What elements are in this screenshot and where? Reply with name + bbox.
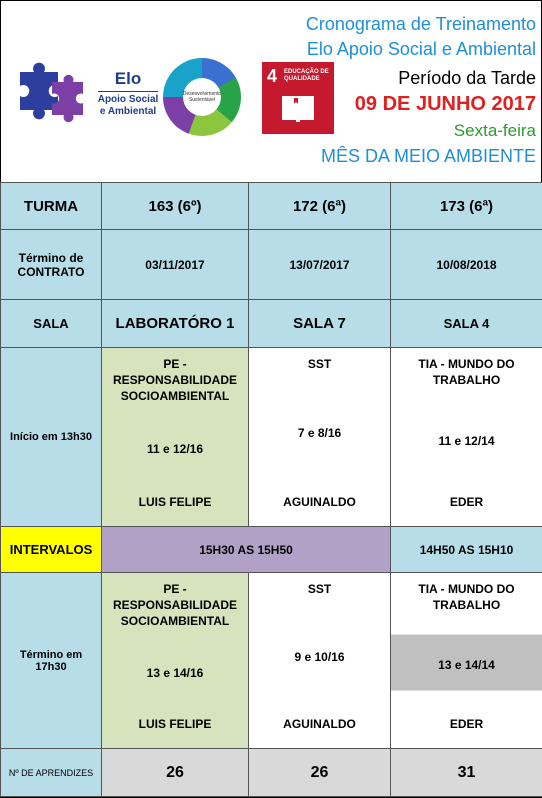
termino-label: Término em 17h30 <box>1 573 102 749</box>
turma-row <box>1 183 542 230</box>
contrato-cell: 03/11/2017 <box>102 230 249 300</box>
aprendizes-cell: 26 <box>102 749 249 797</box>
ods-education-logo <box>262 62 334 134</box>
contrato-row <box>1 230 542 300</box>
sala-row <box>1 300 542 348</box>
ods-label: EDUCAÇÃO DE QUALIDADE <box>284 69 329 82</box>
lessons: 13 e 14/16 <box>146 665 204 680</box>
lessons: 13 e 14/14 <box>438 657 495 672</box>
termino-row <box>1 573 542 749</box>
aprendizes-cell: 26 <box>249 749 391 797</box>
session-cell <box>391 348 542 527</box>
subject: TIA - MUNDO DO TRABALHO <box>418 357 515 387</box>
instructor: AGUINALDO <box>283 717 356 731</box>
sala-cell: LABORATÓRO 1 <box>102 300 249 348</box>
sala-cell: SALA 7 <box>249 300 391 348</box>
intervalo-cell: 14H50 AS 15H10 <box>391 527 542 573</box>
lessons: 9 e 10/16 <box>294 649 345 664</box>
turma-cell: 163 (6º) <box>102 183 249 230</box>
organization-name: Elo Apoio Social e Ambiental <box>306 39 536 59</box>
date-label: 09 DE JUNHO 2017 <box>354 93 536 115</box>
instructor: EDER <box>449 495 484 509</box>
contrato-label: Término de CONTRATO <box>1 230 102 300</box>
turma-cell: 172 (6ª) <box>249 183 391 230</box>
sala-cell: SALA 4 <box>391 300 542 348</box>
elo-logo-divider <box>98 91 158 92</box>
session-cell <box>102 348 249 527</box>
contrato-cell: 10/08/2018 <box>391 230 542 300</box>
aprendizes-row <box>1 749 542 797</box>
intervalos-row <box>1 527 542 573</box>
inicio-row <box>1 348 542 527</box>
sala-label: SALA <box>1 300 102 348</box>
lessons: 7 e 8/16 <box>297 426 342 440</box>
session-cell <box>391 573 542 749</box>
elo-logo-subtitle: Apoio Social e Ambiental <box>97 94 159 117</box>
header <box>0 0 542 182</box>
session-cell <box>249 573 391 749</box>
instructor: LUIS FELIPE <box>138 495 212 509</box>
inicio-label: Início em 13h30 <box>1 348 102 527</box>
weekday-label: Sexta-feira <box>453 121 536 140</box>
intervalo-cell: 15H30 AS 15H50 <box>102 527 391 573</box>
subject: SST <box>307 582 332 596</box>
subject: PE - RESPONSABILIDADE SOCIOAMBIENTAL <box>112 582 237 628</box>
aprendizes-label: Nº DE APRENDIZES <box>1 749 102 797</box>
turma-cell: 173 (6ª) <box>391 183 542 230</box>
subject: PE - RESPONSABILIDADE SOCIOAMBIENTAL <box>112 357 237 403</box>
instructor: AGUINALDO <box>283 495 356 509</box>
instructor: EDER <box>449 717 484 731</box>
month-theme-label: MÊS DA MEIO AMBIENTE <box>320 146 536 166</box>
aprendizes-cell: 31 <box>391 749 542 797</box>
puzzle-icon <box>12 60 92 130</box>
period-label: Período da Tarde <box>398 68 536 88</box>
intervalos-label: INTERVALOS <box>1 527 102 573</box>
elo-logo-text <box>94 60 162 118</box>
session-cell <box>102 573 249 749</box>
turma-label: TURMA <box>1 183 102 230</box>
ods-number: 4 <box>267 66 278 86</box>
book-icon <box>278 92 318 124</box>
lessons: 11 e 12/14 <box>438 434 495 448</box>
schedule-title: Cronograma de Treinamento <box>305 14 536 34</box>
elo-logo-title: Elo <box>114 69 142 88</box>
elo-logo <box>12 60 162 130</box>
lessons: 11 e 12/16 <box>146 442 204 456</box>
sustainable-development-logo <box>163 58 241 136</box>
contrato-cell: 13/07/2017 <box>249 230 391 300</box>
instructor: LUIS FELIPE <box>138 717 212 731</box>
subject: SST <box>307 357 332 371</box>
subject: TIA - MUNDO DO TRABALHO <box>418 582 515 612</box>
sustainable-development-label: Desenvolvimento Sustentável <box>183 78 221 116</box>
schedule-table <box>0 182 542 797</box>
session-cell <box>249 348 391 527</box>
